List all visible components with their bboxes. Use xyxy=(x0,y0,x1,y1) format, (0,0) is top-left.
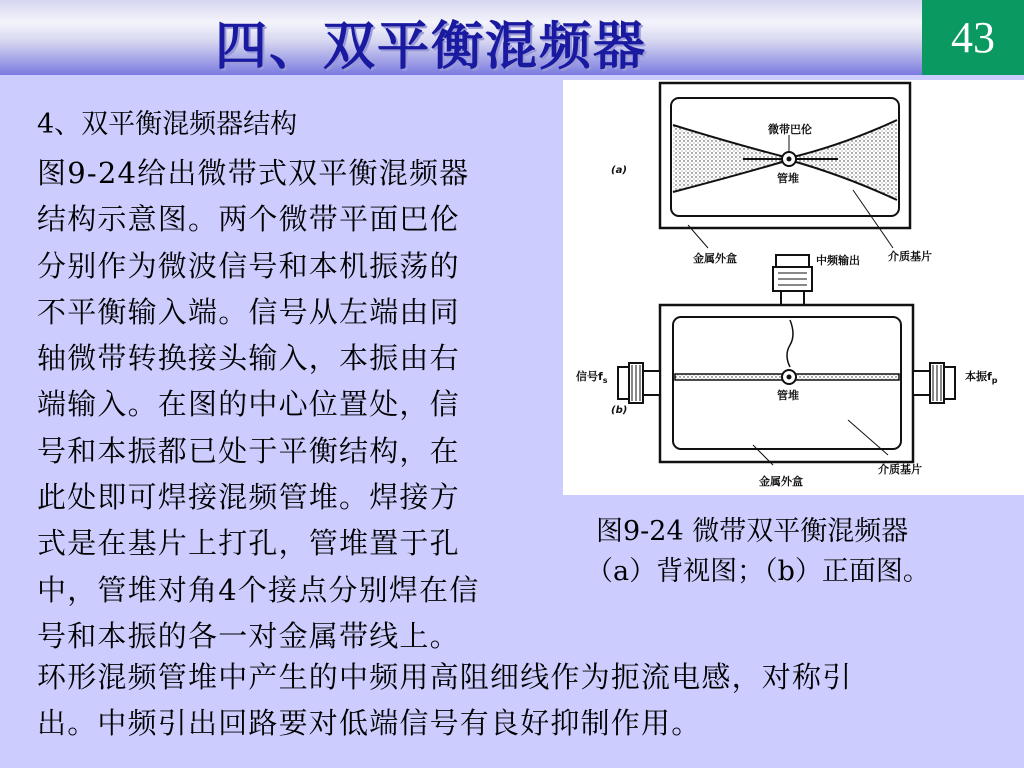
body-line: 分别作为微波信号和本机振荡的 xyxy=(37,248,460,283)
bottom-paragraph xyxy=(37,654,852,746)
mixer-diagram xyxy=(563,80,1024,495)
diode-label-a: 管堆 xyxy=(777,172,799,185)
slide-title: 四、双平衡混频器 xyxy=(215,16,648,77)
title-bar xyxy=(0,0,922,75)
label-a: (a) xyxy=(611,165,627,176)
body-line: 轴微带转换接头输入，本振由右 xyxy=(37,341,460,376)
section-heading: 4、双平衡混频器结构 xyxy=(37,109,298,140)
page-number-box xyxy=(922,0,1024,75)
body-line: 图9-24给出微带式双平衡混频器 xyxy=(37,156,470,190)
signal-input-label: 信号$f_s$ xyxy=(576,370,608,385)
body-line: 结构示意图。两个微带平面巴伦 xyxy=(37,202,460,237)
if-output-label: 中频输出 xyxy=(816,254,860,267)
metal-box-label-b: 金属外盒 xyxy=(759,475,803,488)
bottom-line: 环形混频管堆中产生的中频用高阻细线作为扼流电感，对称引 xyxy=(37,660,853,694)
body-line: 端输入。在图的中心位置处，信 xyxy=(37,387,460,422)
diode-label-b: 管堆 xyxy=(777,389,799,402)
body-line: 中，管堆对角4个接点分别焊在信 xyxy=(37,572,480,607)
lo-input-label: 本振$f_p$ xyxy=(965,370,998,385)
substrate-label-a: 介质基片 xyxy=(888,250,932,263)
front-view-b xyxy=(618,255,955,465)
bottom-line: 出。中频引出回路要对低端信号有良好抑制作用。 xyxy=(37,706,702,740)
body-line: 此处即可焊接混频管堆。焊接方 xyxy=(37,480,460,515)
balun-label: 微带巴伦 xyxy=(768,123,812,136)
substrate-label-b: 介质基片 xyxy=(878,463,922,476)
figure-caption xyxy=(586,512,930,592)
label-b: (b) xyxy=(611,405,628,416)
mixer-figure xyxy=(563,80,1024,495)
body-paragraph xyxy=(37,150,479,659)
back-view-a xyxy=(660,83,910,248)
body-line: 号和本振都已处于平衡结构，在 xyxy=(37,433,460,468)
page-number: 43 xyxy=(951,13,995,62)
caption-title: 图9-24 微带双平衡混频器 xyxy=(596,516,909,547)
body-line: 号和本振的各一对金属带线上。 xyxy=(37,618,460,653)
caption-subtitle: （a）背视图；（b）正面图。 xyxy=(586,556,930,587)
body-line: 不平衡输入端。信号从左端由同 xyxy=(37,294,460,329)
metal-box-label-a: 金属外盒 xyxy=(693,252,737,265)
body-line: 式是在基片上打孔，管堆置于孔 xyxy=(37,526,460,561)
